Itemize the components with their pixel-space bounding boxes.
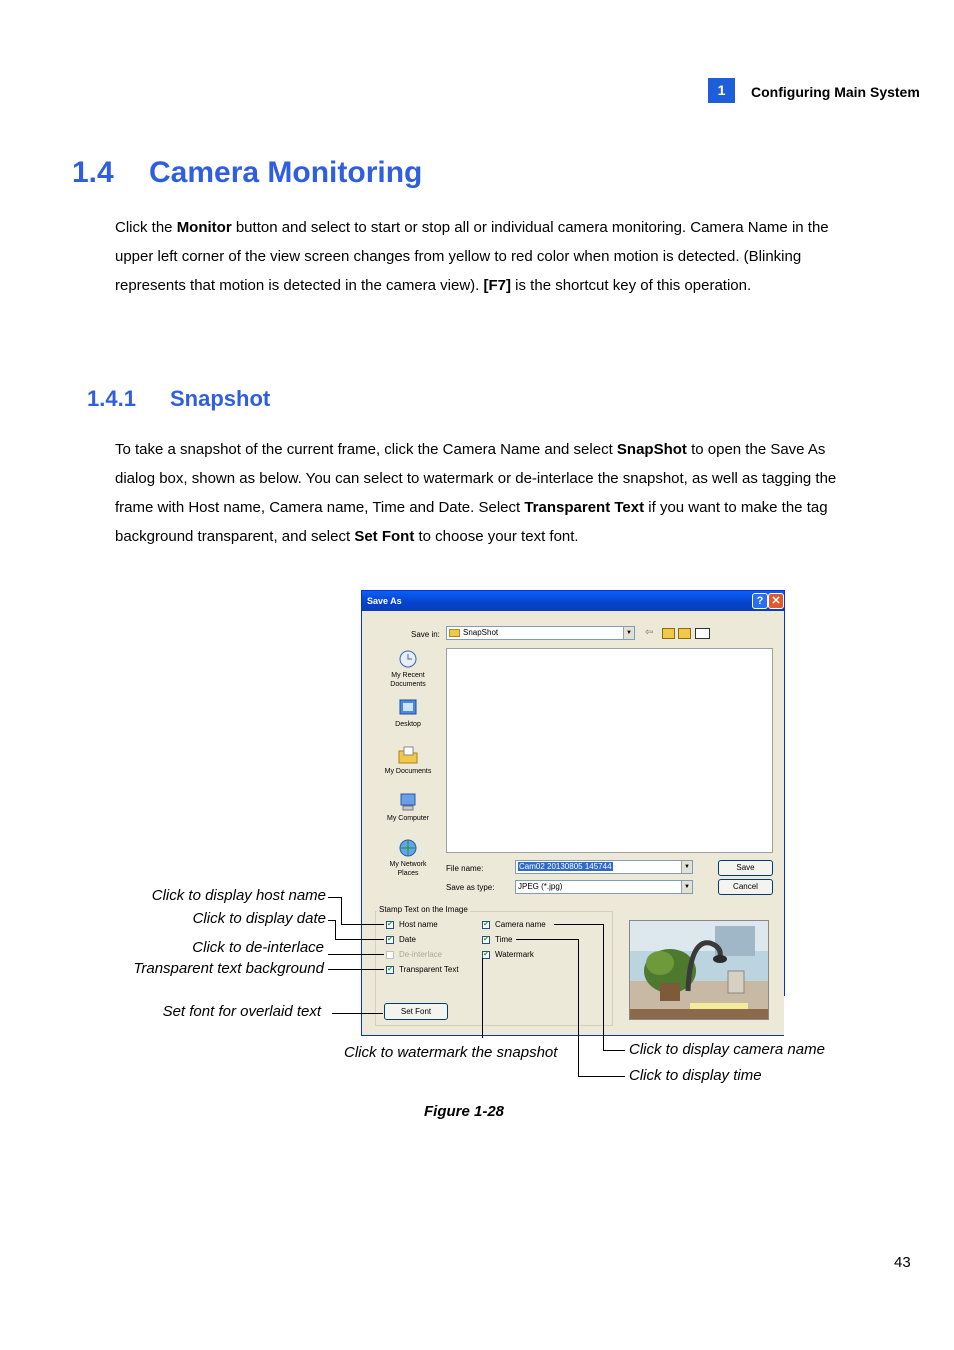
stamp-group-title: Stamp Text on the Image — [379, 905, 468, 914]
cancel-button[interactable]: Cancel — [718, 879, 773, 895]
leader-time-end — [578, 1076, 625, 1077]
file-name-input[interactable]: Cam02 20130805 145744 ▼ — [515, 860, 693, 874]
paragraph-monitor: Click the Monitor button and select to start or stop all or individual camera monitoring. Camera Name in the upper left corner of the view screen changes from yellow to red color when motion is detected. (Blinking represents that motion is detected in the camera view). [F7] is the shortcut key of this operation. — [115, 219, 829, 294]
annotation-time: Click to display time — [629, 1067, 762, 1084]
leader-watermark — [482, 958, 483, 1038]
section-heading — [72, 156, 422, 190]
leader-camera-v — [603, 924, 604, 1050]
subsection-title: Snapshot — [170, 386, 271, 411]
subsection-number: 1.4.1 — [87, 386, 136, 411]
leader-host-h — [341, 924, 384, 925]
leader-transparent — [328, 969, 384, 970]
leader-time-v — [578, 939, 579, 1077]
chevron-down-icon: ▼ — [681, 861, 692, 873]
leader-camera-h — [554, 924, 604, 925]
camera-name-checkbox[interactable]: ✔ — [483, 921, 489, 928]
set-font-button[interactable]: Set Font — [384, 1003, 448, 1020]
leader-host — [328, 897, 342, 898]
my-computer-icon — [397, 792, 419, 812]
place-my-documents[interactable]: My Documents — [378, 745, 438, 776]
leader-camera-end — [603, 1050, 625, 1051]
leader-host-v — [341, 897, 342, 925]
save-as-dialog — [361, 590, 785, 1036]
date-label: Date — [399, 935, 416, 944]
page-number: 43 — [894, 1254, 911, 1271]
folder-icon — [449, 629, 460, 637]
place-recent[interactable]: My Recent Documents — [378, 649, 438, 689]
snapshot-preview — [629, 920, 769, 1020]
new-folder-icon[interactable] — [678, 628, 691, 639]
dialog-edge — [784, 996, 785, 1036]
leader-date-v — [335, 920, 336, 940]
save-in-label: Save in: — [411, 630, 440, 639]
section-title: Camera Monitoring — [149, 156, 423, 189]
view-menu-icon[interactable] — [695, 628, 710, 639]
place-network[interactable]: My Network Places — [378, 838, 438, 878]
subsection-heading — [87, 386, 270, 412]
annotation-transparent: Transparent text background — [133, 960, 324, 977]
network-places-icon — [397, 838, 419, 858]
recent-documents-icon — [397, 649, 419, 669]
save-type-select[interactable]: JPEG (*.jpg) ▼ — [515, 880, 693, 894]
annotation-set-font: Set font for overlaid text — [162, 1003, 321, 1020]
section-number: 1.4 — [72, 156, 114, 189]
chevron-down-icon: ▼ — [681, 881, 692, 893]
save-type-label: Save as type: — [446, 883, 495, 892]
desktop-icon — [397, 698, 419, 718]
dialog-title: Save As — [367, 596, 402, 606]
leader-time-h — [516, 939, 579, 940]
figure-caption: Figure 1-28 — [424, 1103, 505, 1120]
my-documents-icon — [397, 745, 419, 765]
time-checkbox[interactable]: ✔ — [483, 936, 489, 943]
watermark-label: Watermark — [495, 950, 534, 959]
help-button[interactable]: ? — [752, 593, 768, 609]
up-folder-icon[interactable] — [662, 628, 675, 639]
watermark-checkbox[interactable]: ✔ — [483, 951, 489, 958]
transparent-text-label: Transparent Text — [399, 965, 459, 974]
leader-deinterlace — [328, 954, 384, 955]
time-label: Time — [495, 935, 513, 944]
leader-date-h — [335, 939, 384, 940]
deinterlace-label: De-interlace — [399, 950, 443, 959]
close-button[interactable]: ✕ — [768, 593, 784, 609]
place-desktop[interactable]: Desktop — [378, 698, 438, 729]
file-list-area[interactable] — [446, 648, 773, 853]
file-name-label: File name: — [446, 864, 484, 873]
annotation-deinterlace: Click to de-interlace — [192, 939, 324, 956]
host-name-checkbox[interactable]: ✔ — [387, 921, 393, 928]
annotation-date: Click to display date — [192, 910, 326, 927]
save-in-select[interactable]: SnapShot ▼ — [446, 626, 635, 640]
date-checkbox[interactable]: ✔ — [387, 936, 393, 943]
paragraph-snapshot: To take a snapshot of the current frame, click the Camera Name and select SnapShot to open the Save As dialog box, shown as below. You can select to watermark or de-interlace the snapshot, as well as tagging the frame with Host name, Camera name, Time and Date. Select Transparent Text if you want to make the tag background transparent, and select Set Font to choose your text font. — [115, 441, 837, 545]
annotation-watermark: Click to watermark the snapshot — [344, 1044, 558, 1061]
camera-name-label: Camera name — [495, 920, 546, 929]
chevron-down-icon: ▼ — [623, 627, 634, 639]
back-icon[interactable]: ⇦ — [645, 627, 654, 638]
chapter-number-badge: 1 — [708, 78, 735, 103]
deinterlace-checkbox[interactable] — [386, 951, 394, 959]
leader-set-font — [332, 1013, 383, 1014]
place-my-computer[interactable]: My Computer — [378, 792, 438, 823]
chapter-title: Configuring Main System — [751, 84, 920, 100]
annotation-camera-name: Click to display camera name — [629, 1041, 825, 1058]
annotation-host-name: Click to display host name — [151, 887, 326, 904]
save-button[interactable]: Save — [718, 860, 773, 876]
transparent-text-checkbox[interactable]: ✔ — [387, 966, 393, 973]
host-name-label: Host name — [399, 920, 438, 929]
dialog-titlebar — [362, 591, 784, 611]
